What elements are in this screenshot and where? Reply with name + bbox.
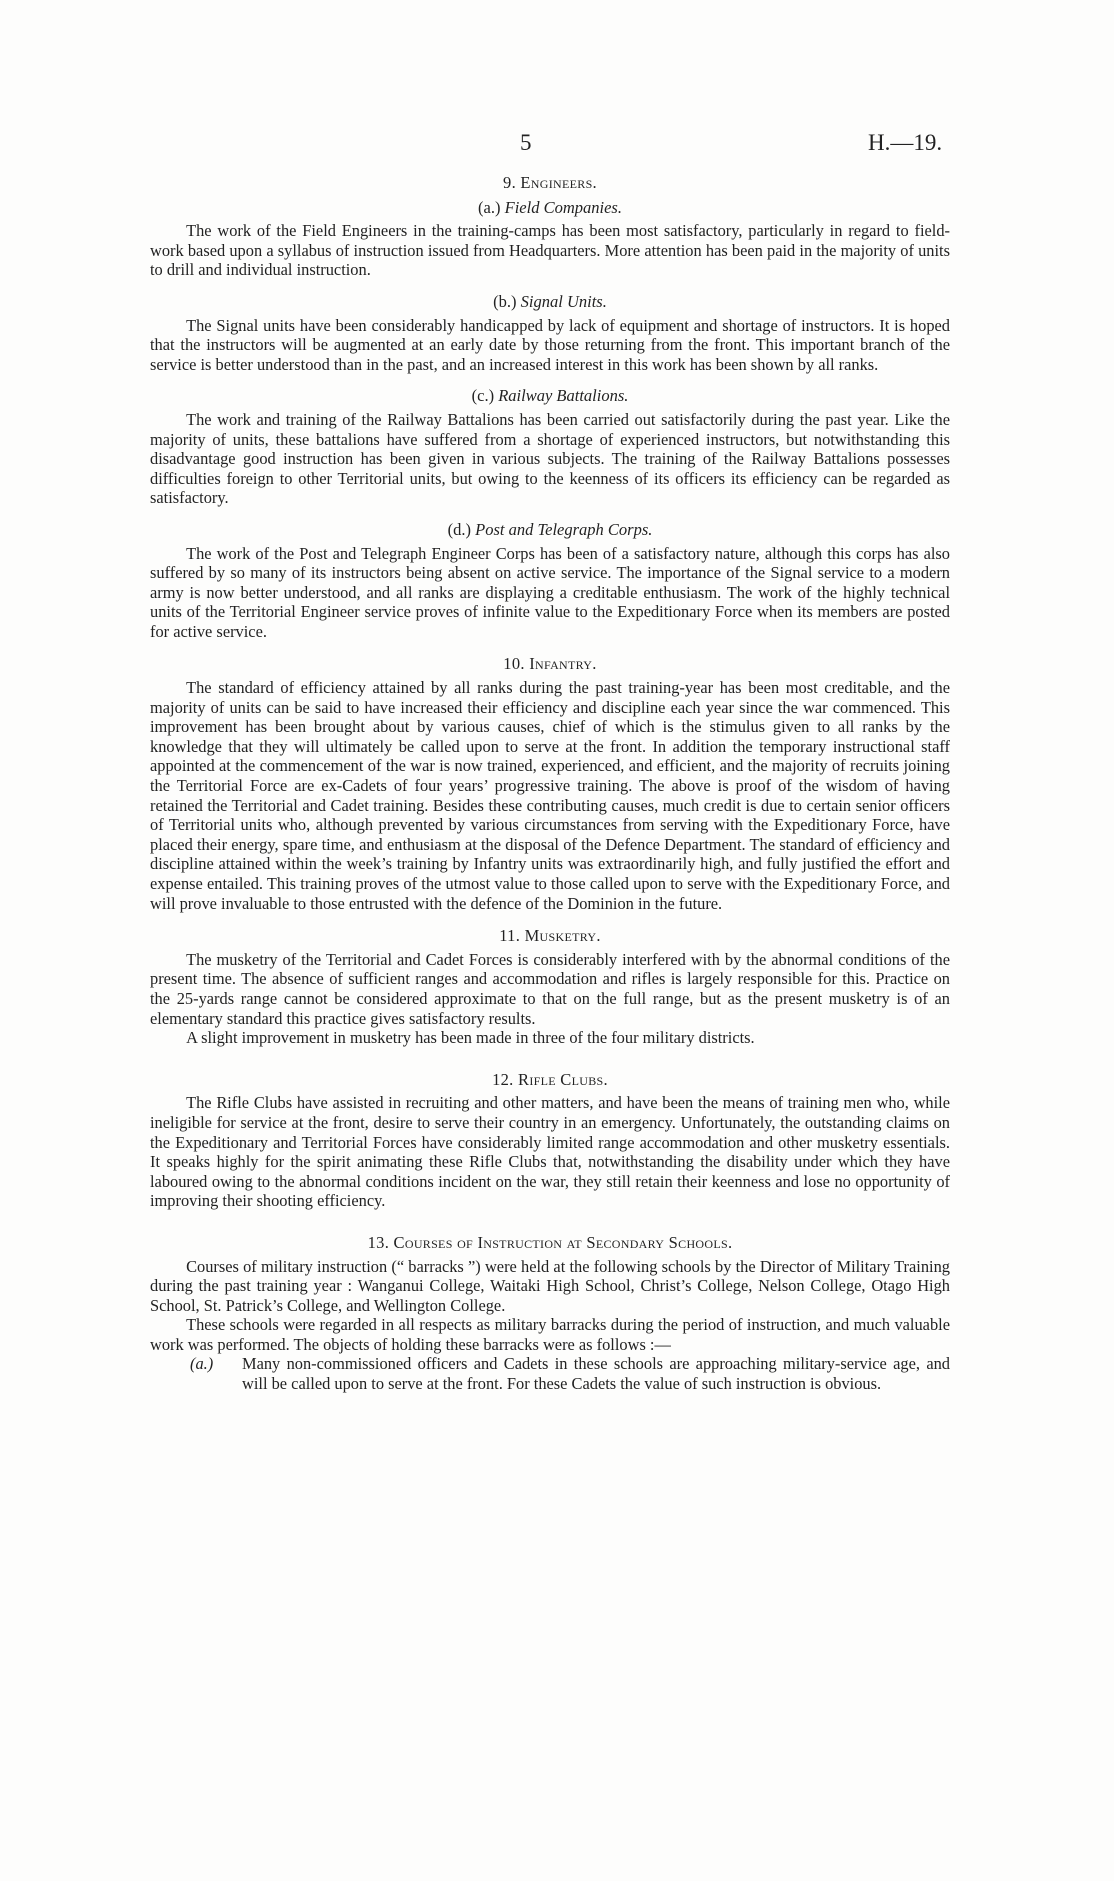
section-engineers: [150, 173, 950, 641]
paragraph: The standard of efficiency attained by all ranks during the past training-year has been most creditable, and the majority of units can be said to have increased their efficiency and discipline each year since the war commenced. This improvement has been brought about by various causes, chief of which is the stimulus given to all ranks by the knowledge that they will ultimately be called upon to serve at the front. In addition the temporary instructional staff appointed at the commencement of the war is now trained, experienced, and efficient, and the majority of recruits joining the Territorial Force are ex-Cadets of four years’ progressive training. The above is proof of the wisdom of having retained the Territorial and Cadet training. Besides these contributing causes, much credit is due to certain senior officers of Territorial units who, although prevented by various circumstances from serving with the Expeditionary Force, have placed their energy, spare time, and enthusiasm at the disposal of the Defence Department. The standard of efficiency and discipline attained within the week’s training by Infantry units was extraordinarily high, and fully justified the effort and expense entailed. This training proves of the utmost value to those called upon to serve with the Expeditionary Force, and will prove invaluable to those entrusted with the defence of the Dominion in the future.: [150, 678, 950, 913]
section-rifle-clubs: [150, 1070, 950, 1211]
subsection-label: (a.): [478, 197, 501, 217]
subsection-heading: [150, 386, 950, 406]
page-number: 5: [520, 130, 532, 155]
section-secondary-schools: [150, 1233, 950, 1394]
section-heading: 10. Infantry.: [503, 654, 597, 674]
subsection-label: (b.): [493, 291, 517, 311]
subsection-heading: [150, 520, 950, 540]
paragraph: The work of the Field Engineers in the training-camps has been most satisfactory, particularly in regard to field-work based upon a syllabus of instruction issued from Headquarters. More attention has been paid in the majority of units to drill and individual instruction.: [150, 221, 950, 280]
paragraph: The musketry of the Territorial and Cadet Forces is considerably interfered with by the abnormal conditions of the present time. The absence of sufficient ranges and accommodation and rifles is largely responsible for this. Practice on the 25-yards range cannot be considered approximate to that on the full range, but as the present musketry is of an elementary standard this practice gives satisfactory results.: [150, 949, 950, 1028]
section-infantry: [150, 654, 950, 913]
subsection-signal-units: [150, 292, 950, 374]
paragraph: The Signal units have been considerably handicapped by lack of equipment and shortage of instructors. It is hoped that the instructors will be augmented at an early date by those returning from the front. This important branch of the service is better understood than in the past, and an increased interest in this work has been shown by all ranks.: [150, 315, 950, 374]
paragraph: A slight improvement in musketry has been made in three of the four military districts.: [186, 1028, 755, 1048]
subsection-title: Field Companies.: [504, 197, 622, 217]
list-item-marker: (a.): [190, 1354, 214, 1374]
subsection-title: Signal Units.: [520, 291, 607, 311]
subsection-post-telegraph: [150, 520, 950, 642]
list-item-text: Many non-commissioned officers and Cadets in these schools are approaching military-service age, and will be called upon to serve at the front. For these Cadets the value of such instruction is obvious.: [242, 1354, 950, 1394]
section-heading: 9. Engineers.: [503, 173, 597, 192]
subsection-railway-battalions: [150, 386, 950, 508]
paragraph: These schools were regarded in all respects as military barracks during the period of instruction, and much valuable work was performed. The objects of holding these barracks were as follows :—: [150, 1315, 950, 1354]
subsection-label: (d.): [447, 519, 471, 539]
subsection-field-companies: [150, 198, 950, 280]
subsection-label: (c.): [471, 386, 495, 406]
subsection-heading: [150, 198, 950, 218]
subsection-title: Post and Telegraph Corps.: [475, 519, 653, 539]
paragraph: The work of the Post and Telegraph Engineer Corps has been of a satisfactory nature, although this corps has also suffered by so many of its instructors being absent on active service. The importance of the Signal service to a modern army is now better understood, and all ranks are displaying a creditable enthusiasm. The work of the highly technical units of the Territorial Engineer service proves of infinite value to the Expeditionary Force when its members are posted for active service.: [150, 543, 950, 641]
subsection-heading: [150, 292, 950, 312]
page-body: [150, 173, 950, 1407]
document-code: H.—19.: [868, 130, 943, 155]
list-item: [190, 1354, 950, 1393]
section-heading: 12. Rifle Clubs.: [492, 1069, 608, 1089]
paragraph: Courses of military instruction (“ barracks ”) were held at the following schools by the Director of Military Training during the past training year : Wanganui College, Waitaki High School, Christ’s College, Nelson College, Otago High School, St. Patrick’s College, and Wellington College.: [150, 1256, 950, 1315]
section-heading: 11. Musketry.: [499, 926, 601, 946]
paragraph: The work and training of the Railway Battalions has been carried out satisfactorily during the past year. Like the majority of units, these battalions have suffered from a shortage of experienced instructors, but notwithstanding this disadvantage good instruction has been given in various subjects. The training of the Railway Battalions possesses difficulties foreign to other Territorial units, but owing to the keenness of its officers its efficiency can be regarded as satisfactory.: [150, 409, 950, 508]
subsection-title: Railway Battalions.: [498, 386, 629, 406]
section-musketry: [150, 926, 950, 1048]
section-heading: 13. Courses of Instruction at Secondary Schools.: [367, 1232, 733, 1252]
paragraph: The Rifle Clubs have assisted in recruiting and other matters, and have been the means of training men who, while ineligible for service at the front, desire to serve their country in an emergency. Unfortunately, the outstanding claims on the Expeditionary and Territorial Forces have considerably limited range accommodation and other musketry essentials. It speaks highly for the spirit animating these Rifle Clubs that, notwithstanding the disability under which they have laboured owing to the abnormal conditions incident on the war, they still retain their keenness and lose no opportunity of improving their shooting efficiency.: [150, 1093, 950, 1211]
